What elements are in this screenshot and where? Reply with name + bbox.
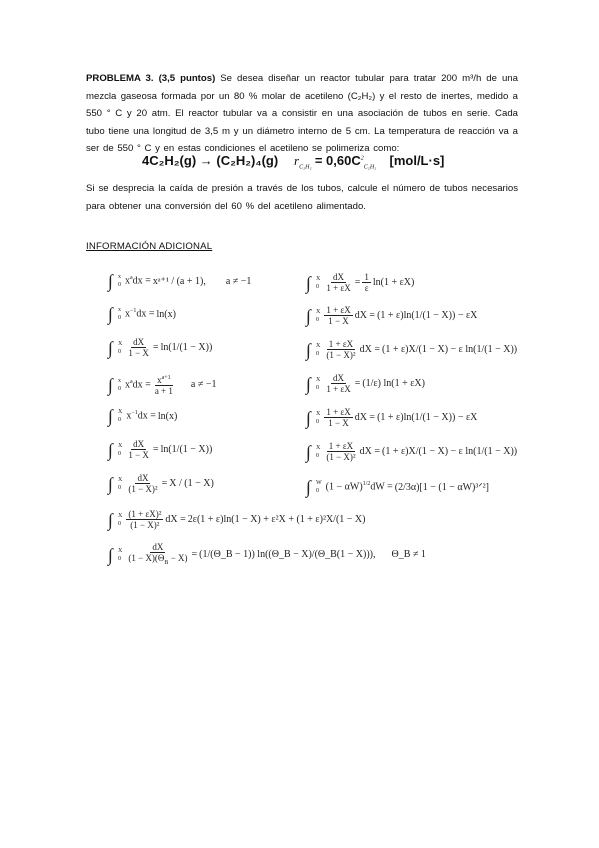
problem-statement: [86, 70, 518, 155]
formula-5: ∫ X 0 $\frac{dX}{1 - X}$ = ln(1/(1 − X)): [108, 337, 213, 358]
formula-6-result: (1 + ε)X/(1 − X) − ε ln(1/(1 − X)): [382, 344, 518, 355]
integral-sign-icon: ∫: [306, 373, 311, 394]
formula-8: ∫ X 0 $\frac{dX}{1 + \varepsilon X}$ = (1/ε) ln(1 + εX): [306, 373, 425, 394]
formula-8-result: (1/ε) ln(1 + εX): [362, 378, 425, 389]
integral-sign-icon: ∫: [306, 272, 311, 293]
formula-12: ∫ X 0 $\frac{1 + \varepsilon X}{\text{(1 − X)²}}$ dX = (1 + ε)X/(1 − X) − ε ln(1/(1 − X)): [306, 441, 518, 462]
question-text: Si se desprecia la caída de presión a través de los tubos, calcule el número de tubos necesarios para obtener una conversión del 60 % del acetileno alimentado.: [86, 183, 518, 212]
problem-label: PROBLEMA 3.: [86, 73, 154, 84]
integral-sign-icon: ∫: [108, 406, 113, 426]
formula-13-result: X / (1 − X): [169, 478, 214, 489]
formula-10-result: (1 + ε)ln(1/(1 − X)) − εX: [377, 412, 478, 423]
formula-16: ∫ X 0 $\frac{dX}{(1 - X)(\Theta_B - X)}$ = (1/(Θ_B − 1)) ln((Θ_B − X)/(Θ_B(1 − X))), Θ_B ≠ 1: [108, 542, 426, 566]
formula-14-result: (2/3α)[1 − (1 − αW)³ᐟ²]: [394, 481, 489, 493]
rate-expression: = 0,60C: [314, 153, 361, 168]
formula-7: ∫ x 0 $x^adx$ = $\frac{x^{a+1}}{a + 1}$ a ≠ −1: [108, 374, 217, 396]
integral-sign-icon: ∫: [108, 509, 113, 530]
formula-16-result: (1/(Θ_B − 1)) ln((Θ_B − X)/(Θ_B(1 − X))),: [199, 549, 376, 561]
problem-points: (3,5 puntos): [158, 73, 216, 84]
reaction-line: [0, 153, 599, 175]
integral-sign-icon: ∫: [108, 337, 113, 358]
formula-3-result: ln(x): [156, 308, 176, 320]
integral-sign-icon: ∫: [306, 441, 311, 462]
formula-11: ∫ X 0 $\frac{dX}{1 - X}$ = ln(1/(1 − X)): [108, 439, 213, 460]
formula-16-condition: Θ_B ≠ 1: [391, 549, 426, 561]
formula-5-result: ln(1/(1 − X)): [160, 342, 213, 353]
formula-1-condition: a ≠ −1: [225, 275, 252, 287]
problem-text: Se desea diseñar un reactor tubular para tratar 200 m³/h de una mezcla gaseosa formada por un 80 % molar de acetileno (C₂H₂) y el resto de inertes, medido a 550 ° C y 20 atm. El reactor tubular va a consistir en una asociación de tubos en serie. Cada tubo tiene una longitud de 3,5 m y un diámetro interno de 5 cm. La temperatura de reacción va a ser de 550 ° C y en estas condiciones el acetileno se polimeriza como:: [86, 73, 518, 155]
formula-11-result: ln(1/(1 − X)): [160, 444, 213, 455]
rate-subscript: C₂H₂: [299, 164, 312, 171]
formula-4: ∫ X 0 $\frac{1 + \varepsilon X}{1 - X}$ dX = (1 + ε)ln(1/(1 − X)) − εX: [306, 305, 478, 326]
integral-sign-icon: ∫: [108, 374, 113, 395]
rate-units: [mol/L·s]: [389, 153, 445, 168]
problem-question: [86, 180, 518, 215]
formula-2: ∫ X 0 $\frac{dX}{1 + \varepsilon X}$ = $\frac{1}{\varepsilon}$ ln(1 + εX): [306, 272, 415, 293]
formula-14: ∫ W 0 $(1 - \alpha W)^{1/2}dW$ = (2/3α)[1 − (1 − αW)³ᐟ²]: [306, 477, 489, 497]
integral-sign-icon: ∫: [108, 439, 113, 460]
formula-6: ∫ X 0 $\frac{1 + \varepsilon X}{\text{(1 − X)²}}$ dX = (1 + ε)X/(1 − X) − ε ln(1/(1 − X)): [306, 339, 518, 360]
formula-1-result: xᵃ⁺¹ / (a + 1),: [152, 275, 206, 287]
rate-law: [294, 153, 444, 171]
formula-12-result: (1 + ε)X/(1 − X) − ε ln(1/(1 − X)): [382, 446, 518, 457]
formula-2-result: ln(1 + εX): [372, 277, 415, 288]
integral-sign-icon: ∫: [108, 473, 113, 494]
formula-7-condition: a ≠ −1: [190, 379, 217, 390]
formula-15-result: 2ε(1 + ε)ln(1 − X) + ε²X + (1 + ε)²X/(1 − X): [187, 514, 366, 525]
integral-sign-icon: ∫: [306, 477, 311, 497]
formula-9: ∫ X 0 $x^{-1}dx$ = ln(x): [108, 406, 178, 426]
additional-info-heading: INFORMACIÓN ADICIONAL: [86, 241, 213, 252]
rate-symbol: r: [294, 153, 300, 168]
integral-sign-icon: ∫: [306, 305, 311, 326]
formula-13: ∫ X 0 $\frac{dX}{\text{(1 − X)²}}$ = X / (1 − X): [108, 473, 214, 494]
formula-3: ∫ x 0 $x^{-1}dx$ = ln(x): [108, 304, 176, 324]
formula-10: ∫ X 0 $\frac{1 + \varepsilon X}{1 - X}$ dX = (1 + ε)ln(1/(1 − X)) − εX: [306, 407, 478, 428]
integral-sign-icon: ∫: [108, 304, 113, 324]
formula-15: ∫ X 0 $\frac{\text{(1 + εX)²}}{\text{(1 − X)²}}$ dX = 2ε(1 + ε)ln(1 − X) + ε²X + (1 + ε)²X/(1 − X): [108, 509, 366, 530]
integral-sign-icon: ∫: [306, 407, 311, 428]
rate-exponent: 2: [360, 155, 364, 162]
integral-sign-icon: ∫: [108, 271, 113, 291]
formula-1: ∫ x 0 $x^adx$ = xᵃ⁺¹ / (a + 1), a ≠ −1: [108, 271, 252, 291]
reaction-equation: 4C₂H₂(g) → (C₂H₂)₄(g): [142, 153, 279, 168]
integral-sign-icon: ∫: [108, 544, 113, 565]
rate-subscript-2: C₂H₂: [363, 164, 377, 171]
integral-sign-icon: ∫: [306, 339, 311, 360]
formula-4-result: (1 + ε)ln(1/(1 − X)) − εX: [377, 310, 478, 321]
formula-9-result: ln(x): [157, 410, 178, 422]
